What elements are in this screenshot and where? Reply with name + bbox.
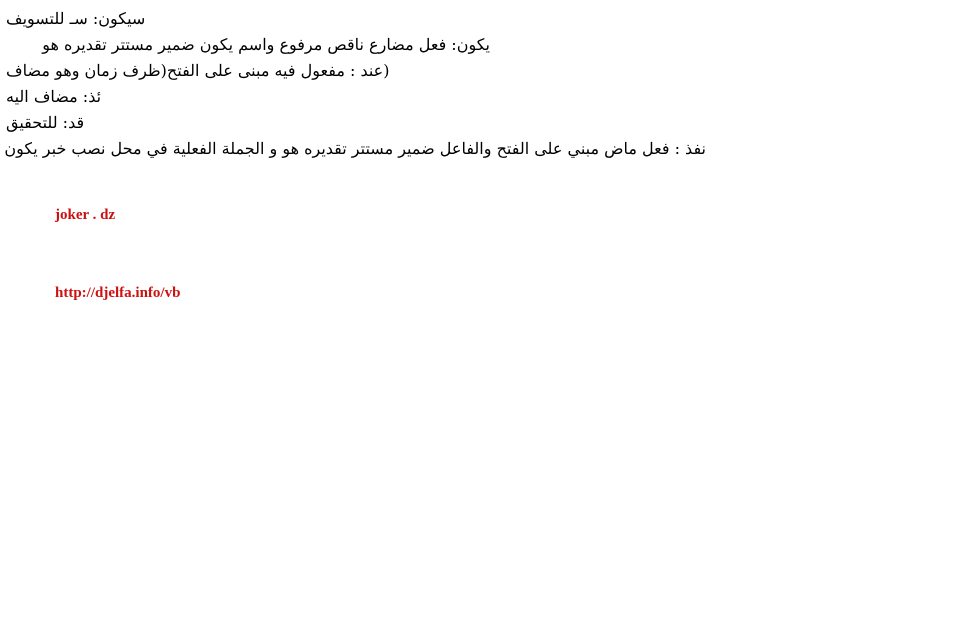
parsing-line-inda: (عند : مفعول فيه مبنى على الفتح(ظرف زمان وهو مضاف: [6, 61, 390, 80]
parsing-line-yakoon: يكون: فعل مضارع ناقص مرفوع واسم يكون ضمير مستتر تقديره هو: [42, 35, 490, 54]
parsing-line-qad: قد: للتحقيق: [6, 113, 85, 132]
parsing-line-nafadha: نفذ : فعل ماض مبني على الفتح والفاعل ضمير مستتر تقديره هو و الجملة الفعلية في محل نصب خبر يكون: [4, 139, 706, 158]
parsing-line-idh: ئذ: مضاف اليه: [6, 87, 102, 106]
parsing-line-sayakoon: سيكون: سـ للتسويف: [6, 9, 146, 28]
signature-link[interactable]: http://djelfa.info/vb: [55, 285, 181, 301]
signature-name: joker . dz: [55, 207, 116, 223]
post-body: [6, 6, 706, 162]
